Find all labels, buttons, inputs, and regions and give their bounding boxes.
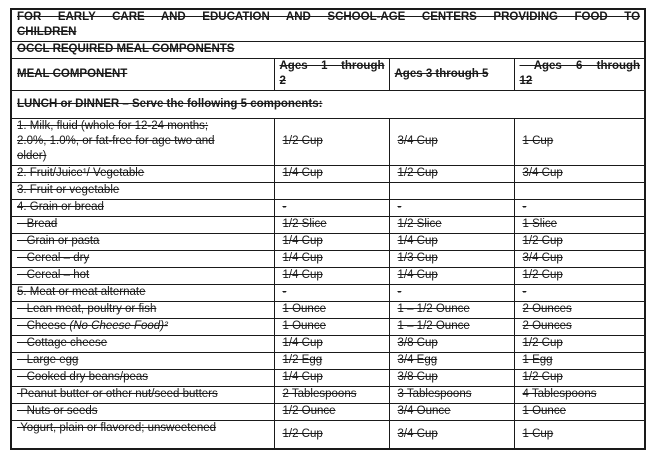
cell-value: 1/4 Cup bbox=[282, 235, 323, 247]
meal-component-cell bbox=[11, 336, 274, 353]
value-cell bbox=[514, 421, 645, 450]
table-row bbox=[11, 319, 645, 336]
table-row bbox=[11, 166, 645, 183]
subtitle-cell bbox=[11, 42, 645, 59]
table-row bbox=[11, 217, 645, 234]
meal-component-cell bbox=[11, 285, 274, 302]
column-header-label: 12 bbox=[519, 75, 533, 87]
row-label: Bread bbox=[17, 218, 58, 230]
column-header-ages-1-2 bbox=[274, 59, 389, 91]
meal-component-cell bbox=[11, 234, 274, 251]
value-cell bbox=[389, 183, 514, 200]
cell-value: 3/4 Egg bbox=[397, 354, 438, 366]
value-cell bbox=[274, 370, 389, 387]
value-cell bbox=[514, 336, 645, 353]
page-title bbox=[11, 9, 645, 42]
cell-value: 3/4 Cup bbox=[522, 252, 563, 264]
value-cell bbox=[389, 302, 514, 319]
cell-value: 1/2 Cup bbox=[522, 235, 563, 247]
meal-component-cell bbox=[11, 404, 274, 421]
value-cell bbox=[389, 200, 514, 217]
value-cell bbox=[274, 200, 389, 217]
column-header-label: 2 bbox=[279, 75, 286, 87]
cell-value: 1 Egg bbox=[522, 354, 553, 366]
column-header-label: Ages 3 through 5 bbox=[394, 67, 489, 80]
value-cell bbox=[274, 421, 389, 450]
value-cell bbox=[389, 421, 514, 450]
value-cell bbox=[274, 234, 389, 251]
cell-value: - bbox=[282, 286, 287, 298]
row-label: Cooked dry beans/peas bbox=[17, 371, 149, 383]
value-cell bbox=[389, 404, 514, 421]
meal-component-cell bbox=[11, 387, 274, 404]
cell-value: 1 Cup bbox=[522, 135, 554, 147]
table-row bbox=[11, 353, 645, 370]
value-cell bbox=[389, 119, 514, 166]
value-cell bbox=[514, 183, 645, 200]
meal-component-cell bbox=[11, 421, 274, 450]
subtitle-row bbox=[11, 42, 645, 59]
meal-components-table bbox=[10, 8, 646, 450]
cell-value: - bbox=[397, 201, 402, 213]
cell-value: 3/8 Cup bbox=[397, 371, 438, 383]
cell-value: 3/4 Cup bbox=[397, 427, 438, 440]
column-header-ages-6-12 bbox=[514, 59, 645, 91]
cell-value: 1/2 Slice bbox=[282, 218, 327, 230]
cell-value: 1/4 Cup bbox=[282, 371, 323, 383]
table-row bbox=[11, 370, 645, 387]
cell-value: 1 Ounce bbox=[282, 303, 326, 315]
cell-value: 1/4 Cup bbox=[282, 252, 323, 264]
meal-component-cell bbox=[11, 166, 274, 183]
table-row bbox=[11, 251, 645, 268]
cell-value: 3/4 Cup bbox=[397, 135, 438, 147]
meal-component-cell bbox=[11, 302, 274, 319]
value-cell bbox=[274, 119, 389, 166]
value-cell bbox=[514, 251, 645, 268]
row-label: Cheese (No Cheese Food)² bbox=[17, 320, 168, 332]
section-header-text: LUNCH or DINNER – Serve the following 5 components: bbox=[17, 97, 323, 110]
cell-value: 1 – 1/2 Ounce bbox=[397, 303, 470, 315]
value-cell bbox=[514, 319, 645, 336]
value-cell bbox=[389, 336, 514, 353]
row-label: Cottage cheese bbox=[17, 337, 108, 349]
cell-value: 1/4 Cup bbox=[282, 269, 323, 281]
value-cell bbox=[514, 387, 645, 404]
column-header-label: Ages 6 through bbox=[519, 60, 641, 72]
cell-value: 1/3 Cup bbox=[397, 252, 438, 264]
value-cell bbox=[514, 234, 645, 251]
value-cell bbox=[514, 404, 645, 421]
cell-value: 1 – 1/2 Ounce bbox=[397, 320, 470, 332]
title-line: FOR EARLY CARE AND EDUCATION AND SCHOOL-AGE CENTERS PROVIDING FOOD TO bbox=[17, 11, 641, 23]
value-cell bbox=[274, 387, 389, 404]
cell-value: 2 Ounces bbox=[522, 303, 572, 315]
section-header-cell bbox=[11, 91, 645, 119]
cell-value: 1/4 Cup bbox=[282, 167, 323, 179]
title-line: CHILDREN bbox=[17, 26, 77, 38]
table-row bbox=[11, 421, 645, 450]
meal-component-cell bbox=[11, 268, 274, 285]
table-row bbox=[11, 387, 645, 404]
cell-value: 1/4 Cup bbox=[397, 269, 438, 281]
cell-value: 1/2 Cup bbox=[282, 135, 323, 147]
value-cell bbox=[514, 302, 645, 319]
value-cell bbox=[274, 319, 389, 336]
cell-value: 1/2 Ounce bbox=[282, 405, 336, 417]
table-row bbox=[11, 234, 645, 251]
cell-value: - bbox=[397, 286, 402, 298]
meal-component-cell bbox=[11, 200, 274, 217]
cell-value: 2 Ounces bbox=[522, 320, 572, 332]
value-cell bbox=[389, 251, 514, 268]
section-header-row bbox=[11, 91, 645, 119]
table-row bbox=[11, 302, 645, 319]
cell-value: 2 Tablespoons bbox=[282, 388, 357, 400]
value-cell bbox=[274, 217, 389, 234]
row-label: Nuts or seeds bbox=[17, 405, 98, 417]
value-cell bbox=[389, 217, 514, 234]
row-label: Peanut butter or other nut/seed butters bbox=[17, 388, 218, 400]
subtitle-text: OCCL REQUIRED MEAL COMPONENTS bbox=[17, 43, 235, 55]
value-cell bbox=[514, 370, 645, 387]
value-cell bbox=[514, 268, 645, 285]
cell-value: 3/4 Cup bbox=[522, 167, 563, 179]
cell-value: 1/2 Slice bbox=[397, 218, 442, 230]
value-cell bbox=[274, 183, 389, 200]
meal-component-cell bbox=[11, 183, 274, 200]
cell-value: 1/2 Cup bbox=[522, 337, 563, 349]
value-cell bbox=[389, 268, 514, 285]
table-row bbox=[11, 336, 645, 353]
value-cell bbox=[389, 234, 514, 251]
table-row bbox=[11, 404, 645, 421]
cell-value: 1 Ounce bbox=[282, 320, 326, 332]
cell-value: 1/4 Cup bbox=[282, 337, 323, 349]
value-cell bbox=[514, 285, 645, 302]
meal-component-cell bbox=[11, 217, 274, 234]
table-row bbox=[11, 268, 645, 285]
value-cell bbox=[514, 119, 645, 166]
meal-component-cell bbox=[11, 353, 274, 370]
value-cell bbox=[274, 166, 389, 183]
value-cell bbox=[389, 370, 514, 387]
value-cell bbox=[274, 404, 389, 421]
meal-component-cell bbox=[11, 251, 274, 268]
table-body bbox=[11, 119, 645, 450]
value-cell bbox=[274, 285, 389, 302]
table-row bbox=[11, 285, 645, 302]
row-label: Cereal – hot bbox=[17, 269, 90, 281]
value-cell bbox=[389, 353, 514, 370]
cell-value: 3 Tablespoons bbox=[397, 388, 472, 400]
value-cell bbox=[274, 251, 389, 268]
column-header-label: MEAL COMPONENT bbox=[17, 67, 128, 80]
cell-value: 1/2 Cup bbox=[282, 427, 323, 440]
row-label: Cereal – dry bbox=[17, 252, 90, 264]
row-label: 5. Meat or meat alternate bbox=[17, 286, 146, 298]
cell-value: - bbox=[282, 201, 287, 213]
value-cell bbox=[389, 319, 514, 336]
cell-value: - bbox=[522, 286, 527, 298]
cell-value: 1/2 Egg bbox=[282, 354, 323, 366]
meal-component-cell bbox=[11, 119, 274, 166]
cell-value: 1/4 Cup bbox=[397, 235, 438, 247]
cell-value: 1 Cup bbox=[522, 427, 554, 440]
row-label: 1. Milk, fluid (whole for 12-24 months; 2.0%, 1.0%, or fat-free for age two and older) bbox=[17, 120, 215, 162]
cell-value: 1 Slice bbox=[522, 218, 558, 230]
value-cell bbox=[514, 217, 645, 234]
column-header-ages-3-5 bbox=[389, 59, 514, 91]
cell-value: 1/2 Cup bbox=[397, 167, 438, 179]
table-row bbox=[11, 119, 645, 166]
value-cell bbox=[274, 268, 389, 285]
row-label: 2. Fruit/Juice¹/ Vegetable bbox=[17, 167, 145, 179]
table-row bbox=[11, 183, 645, 200]
value-cell bbox=[274, 302, 389, 319]
value-cell bbox=[274, 336, 389, 353]
cell-value: 3/8 Cup bbox=[397, 337, 438, 349]
value-cell bbox=[274, 353, 389, 370]
value-cell bbox=[514, 200, 645, 217]
value-cell bbox=[389, 387, 514, 404]
row-label: Yogurt, plain or flavored; unsweetened bbox=[17, 422, 217, 434]
cell-value: 1/2 Cup bbox=[522, 269, 563, 281]
cell-value: 4 Tablespoons bbox=[522, 388, 597, 400]
cell-value: 1 Ounce bbox=[522, 405, 566, 417]
cell-value: 1/2 Cup bbox=[522, 371, 563, 383]
column-header-meal-component bbox=[11, 59, 274, 91]
row-label: Grain or pasta bbox=[17, 235, 100, 247]
column-header-row bbox=[11, 59, 645, 91]
column-header-label: Ages 1 through bbox=[279, 60, 385, 72]
meal-component-cell bbox=[11, 370, 274, 387]
table-row bbox=[11, 200, 645, 217]
value-cell bbox=[514, 166, 645, 183]
row-label: 4. Grain or bread bbox=[17, 201, 104, 213]
cell-value: - bbox=[522, 201, 527, 213]
meal-component-cell bbox=[11, 319, 274, 336]
row-label: 3. Fruit or vegetable bbox=[17, 184, 120, 196]
title-row bbox=[11, 9, 645, 42]
cell-value: 3/4 Ounce bbox=[397, 405, 451, 417]
value-cell bbox=[514, 353, 645, 370]
value-cell bbox=[389, 166, 514, 183]
row-label: Large egg bbox=[17, 354, 79, 366]
row-label: Lean meat, poultry or fish bbox=[17, 303, 157, 315]
value-cell bbox=[389, 285, 514, 302]
